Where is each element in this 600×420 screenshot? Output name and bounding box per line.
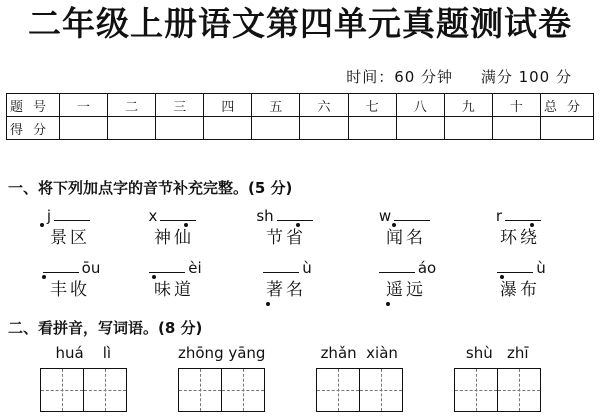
writing-cell[interactable]: [497, 368, 541, 412]
score-cell[interactable]: [156, 117, 204, 140]
col-7: 七: [348, 94, 396, 117]
time-limit: 时间：60 分钟: [346, 68, 454, 86]
word: 味道: [154, 280, 194, 300]
word: 景区: [50, 228, 90, 248]
answer-blank[interactable]: [149, 258, 185, 273]
col-3: 三: [156, 94, 204, 117]
word: 闻名: [386, 228, 426, 248]
writing-item: [40, 344, 127, 412]
pinyin-suffix: ù: [302, 259, 312, 277]
writing-item: [454, 344, 541, 412]
score-cell[interactable]: [252, 117, 300, 140]
word: 瀑布: [500, 280, 540, 300]
col-9: 九: [444, 94, 492, 117]
answer-blank[interactable]: [505, 206, 541, 221]
emphasis-dot: [40, 223, 44, 227]
writing-item: [178, 344, 265, 412]
writing-grid: [316, 368, 403, 412]
section-1-heading: 一、将下列加点字的音节补充完整。(5 分): [8, 179, 293, 197]
pinyin-prompt: zhōng yāng: [178, 344, 266, 362]
pinyin-item: [134, 258, 214, 302]
word: 神仙: [154, 228, 194, 248]
pinyin-prefix: sh: [256, 207, 274, 225]
emphasis-dot: [266, 302, 270, 306]
emphasis-dot: [386, 302, 390, 306]
answer-blank[interactable]: [379, 258, 415, 273]
answer-blank[interactable]: [394, 206, 430, 221]
answer-blank[interactable]: [160, 206, 196, 221]
writing-grid: [178, 368, 265, 412]
score-table-header-row: [7, 94, 594, 117]
score-cell[interactable]: [396, 117, 444, 140]
question-number-label: 题号: [7, 94, 60, 117]
col-6: 六: [300, 94, 348, 117]
answer-blank[interactable]: [54, 206, 90, 221]
answer-blank[interactable]: [263, 258, 299, 273]
writing-cell[interactable]: [316, 368, 360, 412]
col-5: 五: [252, 94, 300, 117]
pinyin-item: [30, 206, 110, 250]
word: 著名: [266, 280, 306, 300]
score-cell[interactable]: [60, 117, 108, 140]
writing-grid: [454, 368, 541, 412]
pinyin-prompt: huá lì: [55, 344, 112, 362]
pinyin-prompt: zhǎn xiàn: [320, 344, 398, 362]
score-cell[interactable]: [108, 117, 156, 140]
emphasis-dot: [296, 223, 300, 227]
emphasis-dot: [42, 275, 46, 279]
pinyin-item: [366, 206, 446, 250]
col-4: 四: [204, 94, 252, 117]
pinyin-item: [134, 206, 214, 250]
pinyin-suffix: ōu: [81, 259, 101, 277]
score-cell[interactable]: [444, 117, 492, 140]
col-8: 八: [396, 94, 444, 117]
word: 节省: [266, 228, 306, 248]
pinyin-prefix: r: [495, 207, 503, 225]
word: 遥远: [386, 280, 426, 300]
emphasis-dot: [530, 223, 534, 227]
total-label: 总分: [541, 94, 594, 117]
section-2-heading: 二、看拼音，写词语。(8 分): [8, 319, 203, 337]
score-cell[interactable]: [204, 117, 252, 140]
total-score-cell[interactable]: [541, 117, 594, 140]
word: 丰收: [50, 280, 90, 300]
answer-blank[interactable]: [277, 206, 313, 221]
pinyin-item: [30, 258, 110, 302]
writing-item: [316, 344, 403, 412]
pinyin-prefix: x: [148, 207, 158, 225]
word: 环绕: [500, 228, 540, 248]
col-10: 十: [492, 94, 540, 117]
writing-cell[interactable]: [454, 368, 498, 412]
score-table: [6, 93, 594, 140]
pinyin-item: [480, 258, 560, 302]
emphasis-dot: [500, 275, 504, 279]
score-label: 得分: [7, 117, 60, 140]
pinyin-suffix: ù: [536, 259, 546, 277]
exam-meta: [324, 66, 572, 87]
full-score: 满分 100 分: [480, 68, 572, 86]
emphasis-dot: [184, 223, 188, 227]
emphasis-dot: [152, 275, 156, 279]
writing-cell[interactable]: [40, 368, 84, 412]
col-1: 一: [60, 94, 108, 117]
writing-cell[interactable]: [221, 368, 265, 412]
pinyin-item: [246, 206, 326, 250]
pinyin-suffix: èi: [188, 259, 202, 277]
score-cell[interactable]: [348, 117, 396, 140]
score-table-score-row: [7, 117, 594, 140]
page-title: 二年级上册语文第四单元真题测试卷: [28, 4, 572, 43]
col-2: 二: [108, 94, 156, 117]
pinyin-suffix: áo: [417, 259, 437, 277]
pinyin-prefix: j: [46, 207, 52, 225]
score-cell[interactable]: [492, 117, 540, 140]
score-cell[interactable]: [300, 117, 348, 140]
pinyin-item: [480, 206, 560, 250]
writing-cell[interactable]: [359, 368, 403, 412]
answer-blank[interactable]: [43, 258, 79, 273]
pinyin-item: [246, 258, 326, 302]
pinyin-item: [366, 258, 446, 302]
pinyin-prompt: shù zhī: [465, 344, 529, 362]
writing-grid: [40, 368, 127, 412]
writing-cell[interactable]: [178, 368, 222, 412]
emphasis-dot: [392, 223, 396, 227]
answer-blank[interactable]: [497, 258, 533, 273]
writing-cell[interactable]: [83, 368, 127, 412]
pinyin-prefix: w: [378, 207, 392, 225]
